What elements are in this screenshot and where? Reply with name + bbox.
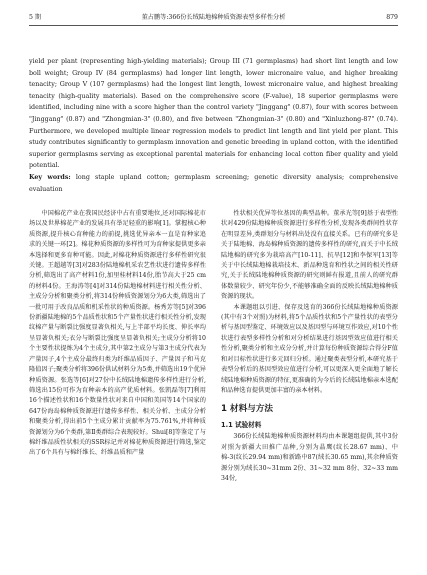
running-header [29,13,398,26]
materials-paragraph: 366份长绒陆地棉种质资源材料均由本课题组提供,其中3份对照为新疆大田推广品种,分别为晶鹰(纹长28.67 mm)、中棉-3(纹长29.94 mm)和新路中87(绒长30.65 mm),其余种质资源分别为绒长30~31mm 2份、31~32 mm 8份、32~33 mm 34份, [221,433,398,482]
intro-paragraph-1: 中国棉花产业在我国民经济中占有重要地位,还对国际棉花市场以及世界棉花产业的发展具有举足轻重的影响[1]。掌握核心种质资源,提升核心育种能力的前提,挑选优异亲本一直是育种家追求的关键一环[2]。棉花种质资源的多样性可为育种家提供更多亲本选择和更多育种可能。因此,对棉花种质资源进行多样性研究很关键。王超越等[3]对283份陆地棉机采农艺性状进行遗传多样性分析,筛选出了高产材料1份,加里桂材料14份,胎节高大于25 cm的材料4份。王海涛等[4]对314份陆地棉材料进行相关性分析、主成分分析和聚类分析,将314份种质资源划分为6大类,筛选出了一批可用于改良品质和机采性状的种质资源。杨秀芳等[5]对396份新疆陆地棉的5个品质性状和5个产量性状进行相关性分析,发现纹棉产量与断裂比强度显著负相关,与上半部平均长度、伸长率均呈显著负相关;衣分与断裂比强度呈显著负相关;主成分分析将10个主要性状提炼为4个主成分,其中第2主成分与第3主成分代表为产量因子,4个主成分最终归类为纤维品质因子、产量因子和马克隆值因子;聚类分析将396份供试材料分为5类,并筛选出19个优异种质资源。张选等[6]对27份中长绒陆地棉遗传多样性进行分析,筛选出15份可作为育种亲本的高产优质材料。张凯磊等[7]利用16个描述性状和16个数量性状对来自中国和美国等14个国家的647份海岛棉种质资源进行遗传多样性、相关分析、主成分分析和聚类分析,得出前5个主成分累计贡献率为75.761%,并将种质资源划分为6个类群,第Ⅱ类群综合表现较好。Shui[8]等鉴定了与棉纤维品质性状相关的SSR标记并对棉花种质资源进行筛选,鉴定出了6个具有与棉纤维长、纤维品质和产量 [29,210,206,457]
left-column [29,209,206,459]
keywords-text: long staple upland cotton; germplasm screening; genetic diversity analysis; comprehensive evaluation [29,173,398,193]
intro-paragraph-2: 性状相关优异等位基因的典型品种。董承光等[9]基于表型性状对429份陆地棉种质资源进行多样性分析,发现各类群间性状存在明显差异,类群划分与材料出处没有直接关系。已有的研究多是关于陆地棉、海岛棉种质资源的遗传多样性的研究,而关于中长绒陆地棉的研究多为栽培高产[10-11]、抗旱[12]和李保军[13]等关于中长绒陆地棉栽培技术、新品种选育和性状之间的相关性研究,关于长绒陆地棉种质资源的研究则鲜有报道,且前人的研究群体数量较少、研究年份少,不能够准确全面的反映长绒陆地棉种质资源的现状。 [221,210,398,301]
english-abstract [29,56,398,195]
issue-number: 5 期 [29,14,42,21]
subsection-heading: 1.1 试验材料 [221,421,262,430]
abstract-body: yield per plant (representing high-yielding materials); Group III (71 germplasms) had short lint length and low boll weight; Group IV (84 germplasms) had longer lint length, lower micronaire value, and higher breaking tenacity; Group V (107 germplasms) had the longest lint length, lowest micronaire value, and highest breaking tenacity (high-quality materials). Based on the comprehensive score (F-value), 18 superior germplasms were identified, including nine with a score higher than the control variety "Jinggang" (0.87), four with scores between "Jinggang" (0.87) and "Zhongmian-3" (0.80), and five between "Zhongmian-3" (0.80) and "Xinluzhong-87" (0.74). Furthermore, we developed multiple linear regression models to predict lint length and lint yield per plant. This study contributes significantly to germplasm innovation and genetic breeding in upland cotton, with the identified superior germplasms serving as exceptional parental materials for enhancing local cotton fiber quality and yield potential. [29,58,398,170]
section-heading: 1 材料与方法 [221,404,273,415]
keywords [29,172,398,195]
keywords-label: Key words: [29,173,71,181]
intro-paragraph-3: 本课题组以引进、保存及选育的366份长绒陆地棉种质资源(其中有3个对照)为材料,将5个品质性状和5个产量性状的表型分析与基因型鉴定、环境效应以及基因型与环境互作效应,对10个性状进行表型多样性分析和对分析结果进行基因型效应值进行相关性分析,聚类分析和主成分分析,并计算每份种质资源综合得分F值和对目标性状进行多元回归分析。通过聚类表型分析,本研究基于表型分析后的基因型效应值进行分析,可以更深入更全面地了解长绒陆地棉种质资源的特征,更准确的为今后的长绒陆地棉亲本选配和品种选育提供更加丰富的亲本材料。 [221,303,398,394]
body-columns [29,209,398,561]
right-column [221,209,398,484]
page-number: 879 [386,14,398,21]
running-title: 董占鹏等:366份长绒陆地棉种质资源表型多样性分析 [141,14,286,21]
